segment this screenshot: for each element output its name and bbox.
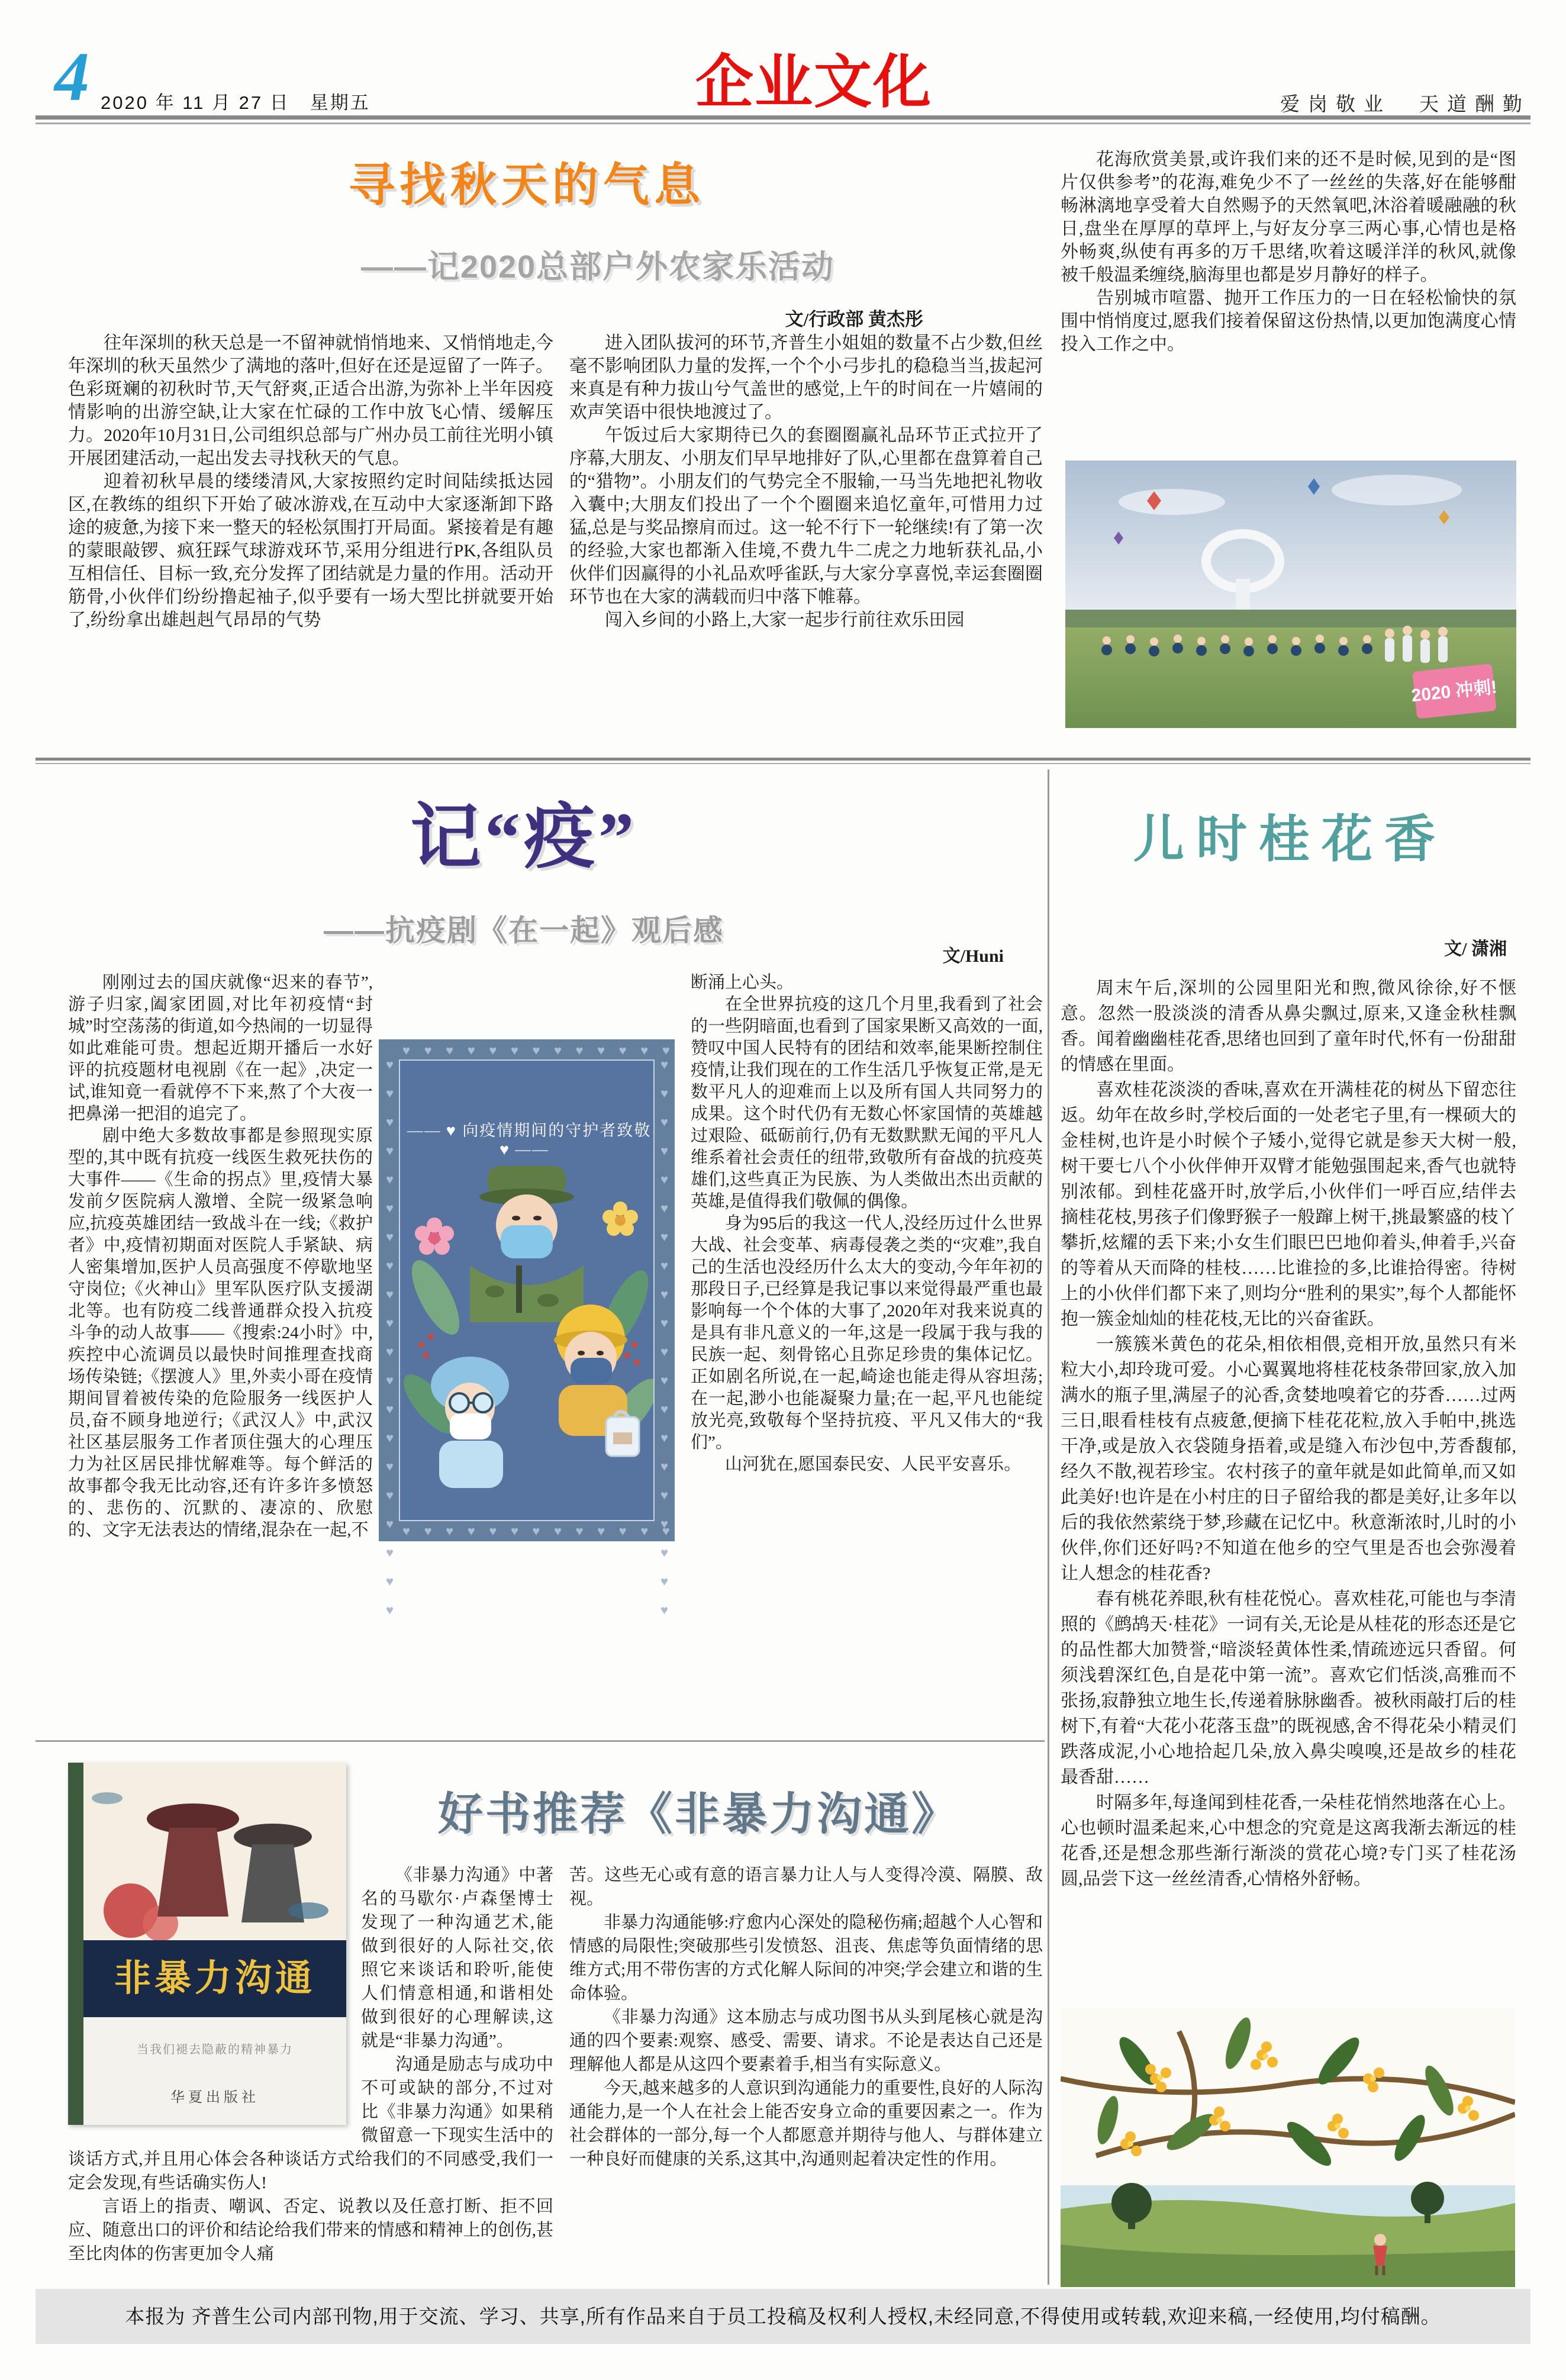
photo-illustration <box>1065 460 1516 728</box>
page-number: 4 <box>54 38 89 115</box>
paragraph: 言语上的指责、嘲讽、否定、说教以及任意打断、拒不回应、随意出口的评价和结论给我们带来的情感和精神上的创伤,甚至比肉体的伤害更加令人痛 <box>68 2197 553 2263</box>
hearts-border-icon: ♥ ♥ ♥ ♥ ♥ ♥ ♥ ♥ ♥ ♥ ♥ ♥ ♥ ♥ ♥ ♥ ♥ ♥ ♥ ♥ <box>657 1057 672 1623</box>
poster-figures-illustration <box>400 1149 653 1516</box>
article1-byline: 文/行政部 黄杰彤 <box>785 309 923 330</box>
book-section-rule <box>36 1740 1045 1742</box>
article3-body <box>1061 975 1516 2002</box>
soldier-figure <box>470 1166 584 1322</box>
paragraph: 剧中绝大多数故事都是参照现实原型的,其中既有抗疫一线医生救死扶伤的大事件——《生命的拐点》里,疫情大暴发前夕医院病人激增、全院一级紧急响应,抗疫英雄团结一致战斗在一线;《救护者》中,疫情初期面对医院人手紧缺、病人密集增加,医护人员高强度不停歇地坚守岗位;《火神山》里军队医疗队支援湖北等。也有防疫二线普通群众投入抗疫斗争的动人故事——《搜索:24小时》中,疾控中心流调员以最快时间推理查找商场传染链;《摆渡人》里,外卖小哥在疫情期间冒着被传染的危险服务一线医护人员,奋不顾身地逆行;《武汉人》中,武汉社区基层服务工作者顶住强大的心理压力为社区居民排忧解难等。每个鲜活的故事都令我无比动容,还有许多许多愤怒的、悲伤的、沉默的、凄凉的、欣慰的、文字无法表达的情绪,混杂在一起,不 <box>68 1126 373 1540</box>
article1-column-1 <box>68 331 553 734</box>
mid-rule-thick <box>36 758 1530 761</box>
cover-wrap-spacer <box>68 1863 361 2131</box>
paragraph: 一簇簇米黄色的花朵,相依相偎,竞相开放,虽然只有米粒大小,却玲珑可爱。小心翼翼地将桂花枝条带回家,放入加满水的瓶子里,满屋子的沁香,贪婪地嗅着它的芬香……过两三日,眼看桂枝有点疲惫,便摘下桂花花粒,放入手帕中,挑选干净,或是放入衣袋随身捂着,或是缝入布沙包中,芳香馥郁,经久不散,视若珍宝。农村孩子的童年就是如此简单,而又如此美好!也许是在小村庄的日子留给我的都是美好,让多年以后的我依然萦绕于梦,珍藏在记忆中。秋意渐浓时,儿时的小伙伴,你们还好吗?不知道在他乡的空气里是否也会弥漫着让人想念的桂花香? <box>1061 1335 1516 1583</box>
paragraph: 刚刚过去的国庆就像“迟来的春节”,游子归家,阖家团圆,对比年初疫情“封城”时空荡荡的街道,如今热闹的一切显得如此难能可贵。想起近期开播后一水好评的抗疫题材电视剧《在一起》,决定一试,谁知竟一看就停不下来,熬了个大夜一把鼻涕一把泪的追完了。 <box>68 973 373 1123</box>
flower-pink-icon <box>415 1218 454 1255</box>
osmanthus-illustration <box>1061 2008 1515 2287</box>
photo-sign-text: 2020 冲刺! <box>1410 677 1498 706</box>
book-column-2 <box>569 1863 1043 2282</box>
article3-byline: 文/ 潇湘 <box>1444 939 1507 959</box>
book-cover-tagline: 当我们褪去隐蔽的精神暴力 <box>137 2043 293 2056</box>
book-column-1 <box>68 1863 553 2282</box>
header-rule-thick <box>36 115 1530 120</box>
paragraph: 迎着初秋早晨的缕缕清风,大家按照约定时间陆续抵达园区,在教练的组织下开始了破冰游戏,在互动中大家逐渐卸下路途的疲惫,为接下来一整天的轻松氛围打开局面。紧接着是有趣的蒙眼敲锣、疯狂踩气球游戏环节,采用分组进行PK,各组队员互相信任、目标一致,充分发挥了团结就是力量的作用。活动开筋骨,小伙伴们纷纷撸起袖子,似乎要有一场大型比拼就要开始了,纷纷拿出雄赳赳气昂昂的气势 <box>68 472 553 630</box>
paragraph: 往年深圳的秋天总是一不留神就悄悄地来、又悄悄地走,今年深圳的秋天虽然少了满地的落叶,但好在还是逗留了一阵子。色彩斑斓的初秋时节,天气舒爽,正适合出游,为弥补上半年因疫情影响的出游空缺,让大家在忙碌的工作中放飞心情、缓解压力。2020年10月31日,公司组织总部与广州办员工前往光明小镇开展团建活动,一起出发去寻找秋天的气息。 <box>68 333 553 468</box>
hearts-border-icon: ♥ ♥ ♥ ♥ ♥ ♥ ♥ ♥ ♥ ♥ ♥ ♥ ♥ <box>402 1524 675 1538</box>
article3-title: 儿时桂花香 <box>1133 811 1447 868</box>
book-publisher: 华夏出版社 <box>170 2090 259 2105</box>
poster-inner <box>399 1059 655 1521</box>
article2-title: 记“疫” <box>410 798 637 877</box>
paragraph: 喜欢桂花淡淡的香味,喜欢在开满桂花的树丛下留恋往返。幼年在故乡时,学校后面的一处老宅子里,有一棵硕大的金桂树,也许是小时候个子矮小,觉得它就是参天大树一般,树干要七八个小伙伴伸开双臂才能勉强围起来,香气也就特别浓郁。到桂花盛开时,放学后,小伙伴们一呼百应,结伴去摘桂花枝,男孩子们像野猴子一般蹿上树干,挑最繁盛的枝丫攀折,炫耀的丢下来;小女生们眼巴巴地仰着头,伸着手,兴奋的等着从天而降的桂枝……比谁捡的多,比谁拾得密。待树上的小伙伴们都下来了,则均分“胜利的果实”,每个人都能怀抱一簇金灿灿的桂花枝,无比的兴奋雀跃。 <box>1061 1080 1516 1329</box>
book-section-title: 好书推荐《非暴力沟通》 <box>438 1789 959 1840</box>
book-cover-title: 非暴力沟通 <box>114 1958 315 1999</box>
paragraph: 《非暴力沟通》这本励志与成功图书从头到尾核心就是沟通的四个要素:观察、感受、需要、请求。不论是表达自己还是理解他人都是从这四个要素着手,相当有实际意义。 <box>569 2008 1043 2074</box>
article2-subtitle: ——抗疫剧《在一起》观后感 <box>324 914 724 947</box>
paragraph: 《非暴力沟通》中著名的马歇尔·卢森堡博士发现了一种沟通艺术,能做到很好的人际社交,依照它来谈话和聆听,能使人们情意相通,和谐相处做到很好的心理解读,这就是“非暴力沟通”。 <box>361 1866 553 2050</box>
delivery-bag-icon <box>606 1412 639 1456</box>
paragraph: 身为95后的我这一代人,没经历过什么世界大战、社会变革、病毒侵袭之类的“灾难”,我自己的生活也没经历什么太大的变动,今年年初的那段日子,已经算是我记事以来觉得最严重也最影响每一个个体的大事了,2020年对我来说真的是具有非凡意义的一年,这是一段属于我与我的民族一起、刻骨铭心且弥足珍贵的集体记忆。正如剧名所说,在一起,崎途也能走得从容坦荡;在一起,渺小也能凝聚力量;在一起,平凡也能绽放光亮,致敬每个坚持抗疫、平凡又伟大的“我们”。 <box>691 1214 1043 1452</box>
footer-notice: 本报为 齐普生公司内部刊物,用于交流、学习、共享,所有作品来自于员工投稿及权利人授权,未经同意,不得使用或转载,欢迎来稿,一经使用,均付稿酬。 <box>125 2305 1441 2327</box>
photo-sign <box>1409 663 1500 719</box>
poster-heading: —— ♥ 向疫情期间的守护者致敬 ♥ —— <box>400 1117 653 1159</box>
hearts-border-icon: ♥ ♥ ♥ ♥ ♥ ♥ ♥ ♥ ♥ ♥ ♥ ♥ ♥ ♥ ♥ ♥ ♥ ♥ ♥ ♥ <box>382 1057 397 1623</box>
team-building-photo <box>1065 460 1516 728</box>
flower-yellow-icon <box>602 1202 638 1236</box>
masthead-title: 企业文化 <box>695 51 932 115</box>
article1-title: 寻找秋天的气息 <box>348 159 705 211</box>
paragraph: 花海欣赏美景,或许我们来的还不是时候,见到的是“图片仅供参考”的花海,难免少不了一丝丝的失落,好在能够酣畅淋漓地享受着大自然赐予的天然氧吧,沐浴着暖融融的秋日,盘坐在厚厚的草坪上,与好友分享三两心事,心情也是格外畅爽,纵使有再多的万千思绪,吹着这暖洋洋的秋风,就像被千般温柔缠绕,脑海里也都是岁月静好的样子。 <box>1061 150 1516 285</box>
paragraph: 告别城市喧嚣、抛开工作压力的一日在轻松愉快的氛围中悄悄度过,愿我们接着保留这份热情,以更加饱满度心情投入工作之中。 <box>1061 288 1516 354</box>
paragraph: 在全世界抗疫的这几个月里,我看到了社会的一些阴暗面,也看到了国家果断又高效的一面,赞叹中国人民特有的团结和效率,能果断控制住疫情,让我们现在的工作生活几乎恢复正常,是无数平凡人的迎难而上以及所有国人共同努力的成果。这个时代仍有无数心怀家国情的英雄越过艰险、砥砺前行,仍有无数默默无闻的平凡人维系着社会责任的纽带,致敬所有奋战的抗疫英雄们,这些真正为民族、为人类做出杰出贡献的英雄,是值得我们敬佩的偶像。 <box>691 995 1043 1211</box>
paragraph: 周末午后,深圳的公园里阳光和煦,微风徐徐,好不惬意。忽然一股淡淡的清香从鼻尖飘过,原来,又逢金秋桂飘香。闻着幽幽桂花香,思绪也回到了童年时代,怀有一份甜甜的情感在里面。 <box>1061 978 1516 1074</box>
paragraph: 断涌上心头。 <box>691 973 794 992</box>
masthead-slogan: 爱岗敬业 天道酬勤 <box>1280 93 1530 115</box>
tribute-poster <box>379 1039 675 1623</box>
article1-column-2 <box>569 331 1043 734</box>
hearts-border-icon: ♥ ♥ ♥ ♥ ♥ ♥ ♥ ♥ ♥ ♥ ♥ ♥ ♥ <box>402 1043 675 1058</box>
article1-column-3 <box>1061 148 1516 456</box>
paragraph: 今天,越来越多的人意识到沟通能力的重要性,良好的人际沟通能力,是一个人在社会上能否安身立命的重要因素之一。作为社会群体的一部分,每一个人都愿意并期待与他人、与群体建立一种良好而健康的关系,这其中,沟通则起着决定性的作用。 <box>569 2079 1043 2169</box>
header-rule-thin <box>36 123 1530 124</box>
paragraph: 闯入乡间的小路上,大家一起步行前往欢乐田园 <box>605 610 965 630</box>
article1-subtitle: ——记2020总部户外农家乐活动 <box>360 249 835 285</box>
mid-rule-thin <box>36 763 1530 764</box>
footer-bar <box>36 2289 1530 2344</box>
osmanthus-photo <box>1061 2008 1515 2287</box>
paragraph: 非暴力沟通能够:疗愈内心深处的隐秘伤痛;超越个人心智和情感的局限性;突破那些引发愤怒、沮丧、焦虑等负面情绪的思维方式;用不带伤害的方式化解人际间的冲突;学会建立和谐的生命体验。 <box>569 1913 1043 2003</box>
paragraph: 山河犹在,愿国泰民安、人民平安喜乐。 <box>725 1455 1022 1474</box>
date-line: 2020 年 11 月 27 日 星期五 <box>101 92 370 113</box>
vertical-divider <box>1048 769 1049 2285</box>
paragraph: 时隔多年,每逢闻到桂花香,一朵桂花悄然地落在心上。心也顿时温柔起来,心中想念的究竟是这离我渐去渐远的桂花香,还是想念那些渐行渐淡的赏花心境?专门买了桂花汤圆,品尝下这一丝丝清香,心情格外舒畅。 <box>1061 1793 1516 1889</box>
paragraph: 苦。这些无心或有意的语言暴力让人与人变得冷漠、隔膜、敌视。 <box>569 1866 1043 1908</box>
paragraph: 沟通是励志与成功中不可或缺的部分,不过对比《非暴力沟通》如果稍微留意一下现实生活中的谈话方式,并且用心体会各种谈话方式给我们的不同感受,我们一定会发现,有些话确实伤人! <box>68 2055 553 2192</box>
paragraph: 进入团队拔河的环节,齐普生小姐姐的数量不占少数,但丝毫不影响团队力量的发挥,一个个小弓步扎的稳稳当当,拔起河来真是有种力拔山兮气盖世的感觉,上午的时间在一片嬉闹的欢声笑语中很快地渡过了。 <box>569 333 1043 422</box>
article2-byline: 文/Huni <box>942 946 1004 966</box>
paragraph: 春有桃花养眼,秋有桂花悦心。喜欢桂花,可能也与李清照的《鹧鸪天·桂花》一词有关,无论是从桂花的形态还是它的品性都大加赞誉,“暗淡轻黄体性柔,情疏迹远只香留。何须浅碧深红色,自是花中第一流”。喜欢它们恬淡,高雅而不张扬,寂静独立地生长,传递着脉脉幽香。被秋雨敲打后的桂树下,有着“大花小花落玉盘”的既视感,舍不得花朵小精灵们跌落成泥,小心地拾起几朵,放入鼻尖嗅嗅,还是故乡的桂花最香甜…… <box>1061 1589 1516 1787</box>
paragraph: 午饭过后大家期待已久的套圈圈赢礼品环节正式拉开了序幕,大朋友、小朋友们早早地排好了队,心里都在盘算着自己的“猎物”。小朋友们的气势完全不服输,一马当先地把礼物收入囊中;大朋友们投出了一个个圈圈来追忆童年,可惜用力过猛,总是与奖品擦肩而过。这一轮不行下一轮继续!有了第一次的经验,大家也都渐入佳境,不费九牛二虎之力地斩获礼品,小伙伴们因赢得的小礼品欢呼雀跃,与大家分享喜悦,幸运套圈圈环节也在大家的满载而归中落下帷幕。 <box>569 426 1043 607</box>
